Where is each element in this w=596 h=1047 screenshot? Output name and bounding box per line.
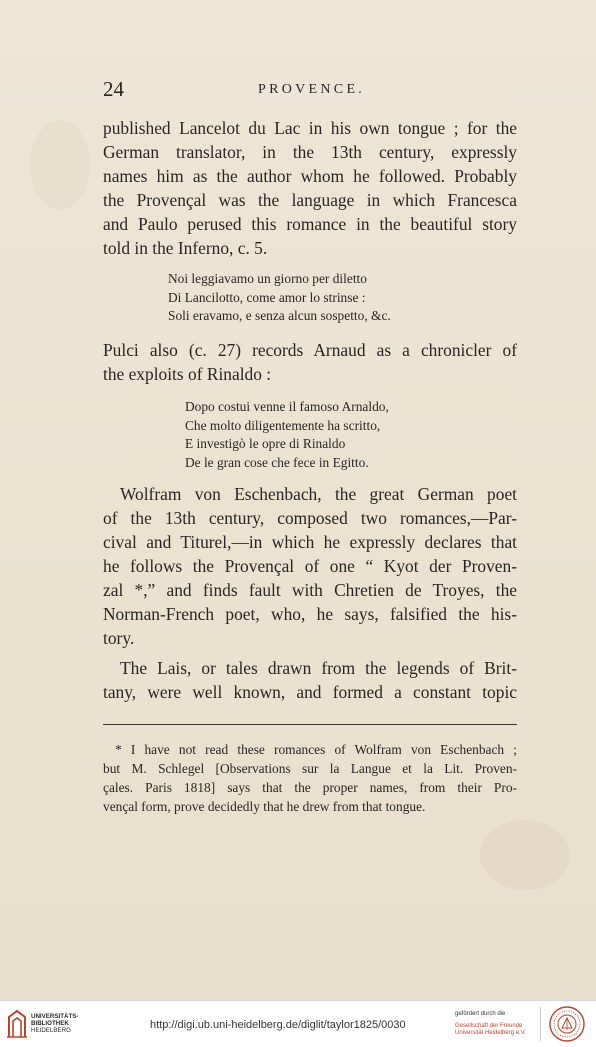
- page-header: [103, 76, 515, 102]
- verse-line: De le gran cose che fece in Egitto.: [185, 454, 369, 470]
- verse-line: Noi leggiavamo un giorno per diletto: [168, 271, 367, 286]
- footnote: [103, 740, 517, 816]
- text-line: German translator, in the 13th century, expressly: [103, 142, 517, 162]
- verse-line: Soli eravamo, e senza alcun sospetto, &c.: [168, 308, 391, 323]
- verse-quotation: [185, 398, 389, 472]
- funder-name-line: Universität Heidelberg e.V.: [455, 1030, 526, 1036]
- verse-quotation: [168, 270, 391, 326]
- footnote-rule: [103, 724, 517, 725]
- ub-heidelberg-logo-icon[interactable]: [6, 1009, 28, 1039]
- library-name[interactable]: [31, 1013, 78, 1034]
- verse-line: Che molto diligentemente ha scritto,: [185, 417, 381, 433]
- paragraph: [103, 656, 517, 704]
- text-line: tory.: [103, 628, 135, 648]
- text-line: the Provençal was the language in which Francesca: [103, 190, 517, 210]
- footnote-line: but M. Schlegel [Observations sur la Langue et la Lit. Proven-: [103, 761, 517, 776]
- text-line: of the 13th century, composed two romances,—Par-: [103, 508, 517, 528]
- text-line: names him as the author whom he followed. Probably: [103, 166, 517, 186]
- text-line: he follows the Provençal of one “ Kyot der Proven-: [103, 556, 517, 576]
- funder-credit[interactable]: [455, 1011, 526, 1038]
- viewer-footer: [0, 1000, 596, 1047]
- paragraph: [103, 482, 517, 650]
- text-line: Wolfram von Eschenbach, the great German poet: [120, 484, 517, 504]
- text-line: Norman-French poet, who, he says, falsified the his-: [103, 604, 517, 624]
- funded-by-label: gefördert durch die: [455, 1011, 506, 1017]
- text-line: Pulci also (c. 27) records Arnaud as a chronicler of: [103, 340, 517, 360]
- footnote-line: vençal form, prove decidedly that he drew from that tongue.: [103, 799, 426, 814]
- paper-stain: [30, 120, 90, 210]
- paragraph: [103, 116, 517, 260]
- university-seal-icon[interactable]: [549, 1006, 585, 1042]
- text-line: cival and Titurel,—in which he expressly declares that: [103, 532, 517, 552]
- footer-divider: [540, 1007, 541, 1041]
- paper-stain: [480, 820, 570, 890]
- text-line: tany, were well known, and formed a constant topic: [103, 682, 517, 702]
- text-line: the exploits of Rinaldo :: [103, 364, 272, 384]
- library-name-line: HEIDELBERG: [31, 1027, 71, 1034]
- footnote-line: * I have not read these romances of Wolfram von Eschenbach ;: [115, 742, 517, 757]
- footnote-line: çales. Paris 1818] says that the proper names, from their Pro-: [103, 780, 517, 795]
- verse-line: E investigò le opre di Rinaldo: [185, 436, 346, 451]
- text-line: and Paulo perused this romance in the beautiful story: [103, 214, 517, 234]
- library-name-line: BIBLIOTHEK: [31, 1020, 69, 1027]
- library-name-line: UNIVERSITÄTS-: [31, 1013, 79, 1020]
- running-head: PROVENCE.: [258, 82, 366, 97]
- paragraph: [103, 338, 517, 386]
- text-line: told in the Inferno, c. 5.: [103, 238, 268, 258]
- text-line: zal *,” and finds fault with Chretien de Troyes, the: [103, 580, 517, 600]
- text-line: published Lancelot du Lac in his own tongue ; for the: [103, 118, 517, 138]
- page-number: 24: [103, 77, 124, 101]
- text-line: The Lais, or tales drawn from the legends of Brit-: [120, 658, 517, 678]
- funder-name-line: Gesellschaft der Freunde: [455, 1022, 523, 1029]
- verse-line: Dopo costui venne il famoso Arnaldo,: [185, 399, 389, 414]
- verse-line: Di Lancilotto, come amor lo strinse :: [168, 289, 366, 305]
- permalink-url[interactable]: http://digi.ub.uni-heidelberg.de/diglit/taylor1825/0030: [150, 1019, 406, 1031]
